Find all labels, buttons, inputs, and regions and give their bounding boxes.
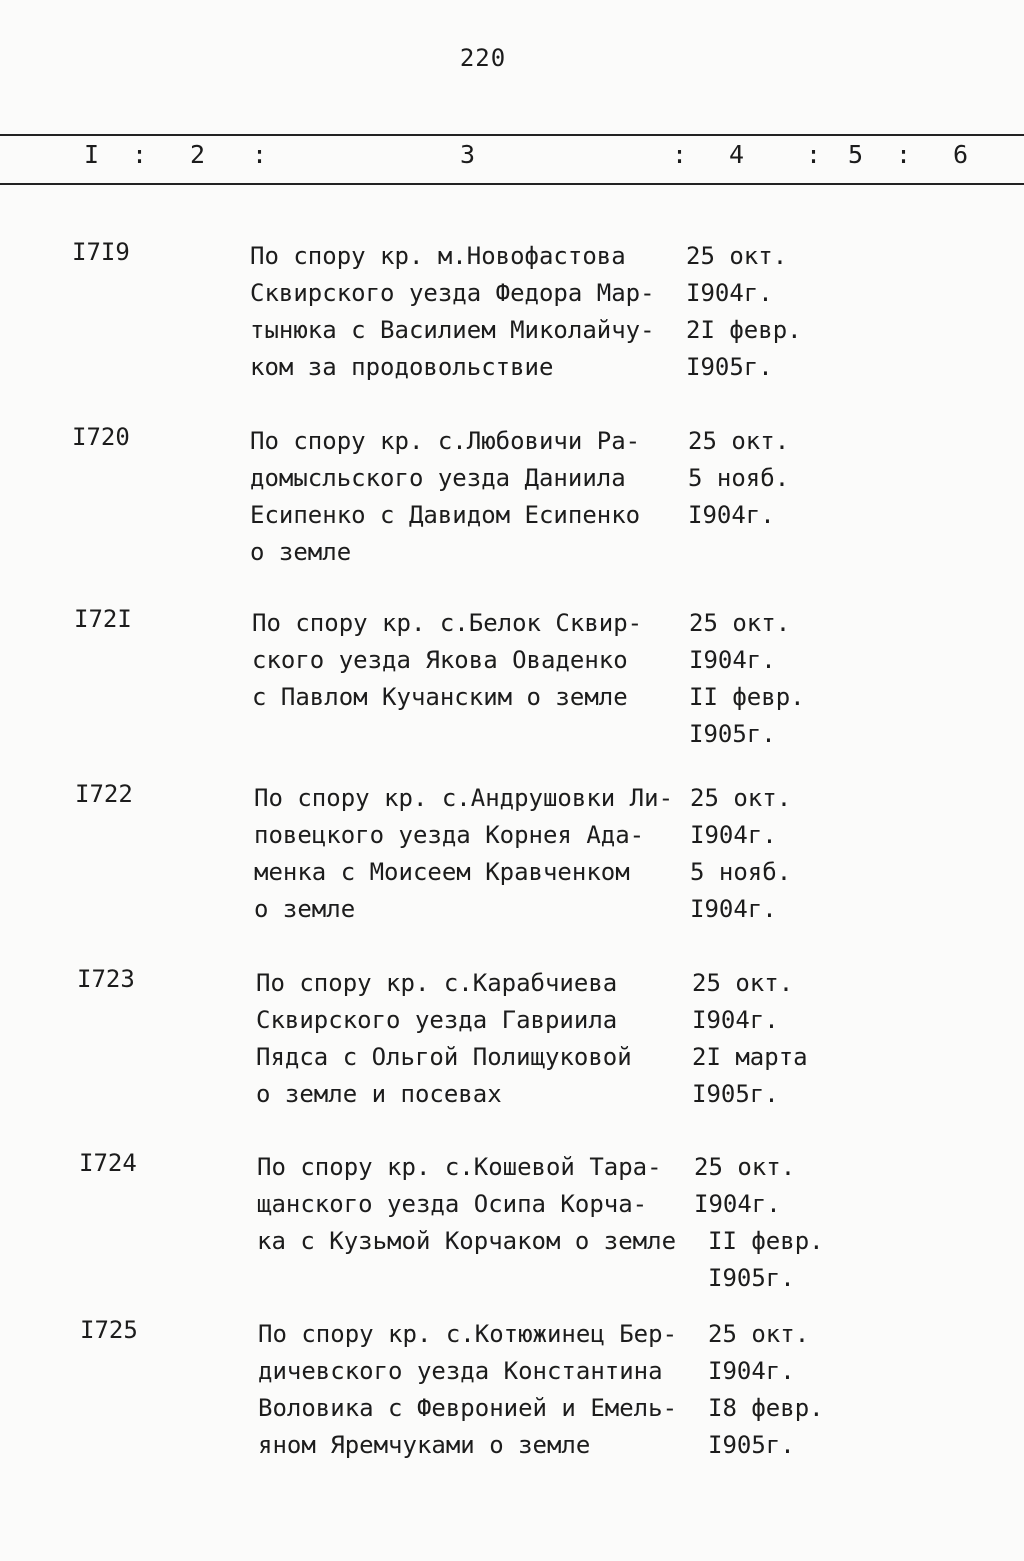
date-line: I904г. — [692, 1006, 779, 1034]
record-number: I7I9 — [72, 238, 130, 266]
record-number: I720 — [72, 423, 130, 451]
date-line: 25 окт. — [708, 1320, 810, 1348]
header-top-rule — [0, 134, 1024, 136]
description-line: По спору кр. с.Кошевой Тара- — [257, 1153, 662, 1181]
date-line: I904г. — [686, 279, 773, 307]
description-line: ком за продовольствие — [250, 353, 554, 381]
description-line: яном Яремчуками о земле — [258, 1431, 591, 1459]
date-line: I904г. — [689, 646, 776, 674]
record-number: I723 — [77, 965, 135, 993]
description-line: По спору кр. с.Белок Сквир- — [252, 609, 643, 637]
description-line: повецкого уезда Корнея Ада- — [254, 821, 645, 849]
column-header-4: 4 — [729, 140, 745, 169]
description-line: дичевского уезда Константина — [258, 1357, 663, 1385]
date-line: I904г. — [694, 1190, 781, 1218]
date-line: 25 окт. — [694, 1153, 796, 1181]
record-description — [254, 780, 673, 928]
record-dates — [692, 965, 808, 1113]
description-line: По спору кр. с.Карабчиева — [256, 969, 618, 997]
date-line: I8 февр. — [708, 1394, 824, 1422]
description-line: тынюка с Василием Миколайчу- — [250, 316, 655, 344]
record-dates — [708, 1316, 824, 1464]
date-line: I904г. — [708, 1357, 795, 1385]
date-line: I904г. — [688, 501, 775, 529]
description-line: о земле — [250, 538, 352, 566]
record-description — [257, 1149, 676, 1260]
date-line: 25 окт. — [690, 784, 792, 812]
column-header-2: 2 — [190, 140, 206, 169]
column-header-3: 3 — [460, 140, 476, 169]
date-line: II февр. — [708, 1227, 824, 1255]
header-bottom-rule — [0, 183, 1024, 185]
date-line: 25 окт. — [686, 242, 788, 270]
date-line: 2I марта — [692, 1043, 808, 1071]
column-separator: : — [252, 140, 268, 169]
record-number: I722 — [75, 780, 133, 808]
record-dates — [688, 423, 789, 534]
date-line: I905г. — [686, 353, 773, 381]
column-separator: : — [806, 140, 822, 169]
description-line: Сквирского уезда Федора Мар- — [250, 279, 655, 307]
description-line: Есипенко с Давидом Есипенко — [250, 501, 641, 529]
column-header-row — [0, 140, 1024, 178]
column-header-1: I — [84, 140, 100, 169]
description-line: По спору кр. с.Любовичи Ра- — [250, 427, 641, 455]
description-line: Воловика с Февронией и Емель- — [258, 1394, 678, 1422]
description-line: щанского уезда Осипа Корча- — [257, 1190, 648, 1218]
description-line: По спору кр. с.Андрушовки Ли- — [254, 784, 674, 812]
column-separator: : — [672, 140, 688, 169]
description-line: По спору кр. с.Котюжинец Бер- — [258, 1320, 678, 1348]
column-header-5: 5 — [848, 140, 864, 169]
record-dates — [689, 605, 805, 753]
description-line: о земле — [254, 895, 356, 923]
description-line: о земле и посевах — [256, 1080, 502, 1108]
date-line: II февр. — [689, 683, 805, 711]
description-line: Пядса с Ольгой Полищуковой — [256, 1043, 632, 1071]
column-separator: : — [132, 140, 148, 169]
record-description — [250, 238, 655, 386]
date-line: 25 окт. — [689, 609, 791, 637]
date-line: I905г. — [692, 1080, 779, 1108]
column-header-6: 6 — [953, 140, 969, 169]
date-line: 25 окт. — [692, 969, 794, 997]
record-dates — [692, 1149, 824, 1297]
record-dates — [686, 238, 802, 386]
date-line: I905г. — [708, 1431, 795, 1459]
date-line: 25 окт. — [688, 427, 790, 455]
date-line: I904г. — [690, 895, 777, 923]
description-line: По спору кр. м.Новофастова — [250, 242, 626, 270]
record-number: I725 — [80, 1316, 138, 1344]
record-number: I72I — [74, 605, 132, 633]
record-description — [250, 423, 640, 571]
description-line: ского уезда Якова Оваденко — [252, 646, 628, 674]
record-description — [256, 965, 632, 1113]
description-line: домысльского уезда Даниила — [250, 464, 626, 492]
record-dates — [690, 780, 791, 928]
record-description — [258, 1316, 677, 1464]
description-line: с Павлом Кучанским о земле — [252, 683, 628, 711]
description-line: менка с Моисеем Кравченком — [254, 858, 630, 886]
date-line: 5 нояб. — [688, 464, 790, 492]
page-number: 220 — [459, 44, 507, 72]
date-line: I904г. — [690, 821, 777, 849]
record-number: I724 — [79, 1149, 137, 1177]
date-line: I905г. — [689, 720, 776, 748]
date-line: 2I февр. — [686, 316, 802, 344]
description-line: Сквирского уезда Гавриила — [256, 1006, 618, 1034]
column-separator: : — [896, 140, 912, 169]
date-line: 5 нояб. — [690, 858, 792, 886]
description-line: ка с Кузьмой Корчаком о земле — [257, 1227, 677, 1255]
record-description — [252, 605, 642, 716]
date-line: I905г. — [708, 1264, 795, 1292]
